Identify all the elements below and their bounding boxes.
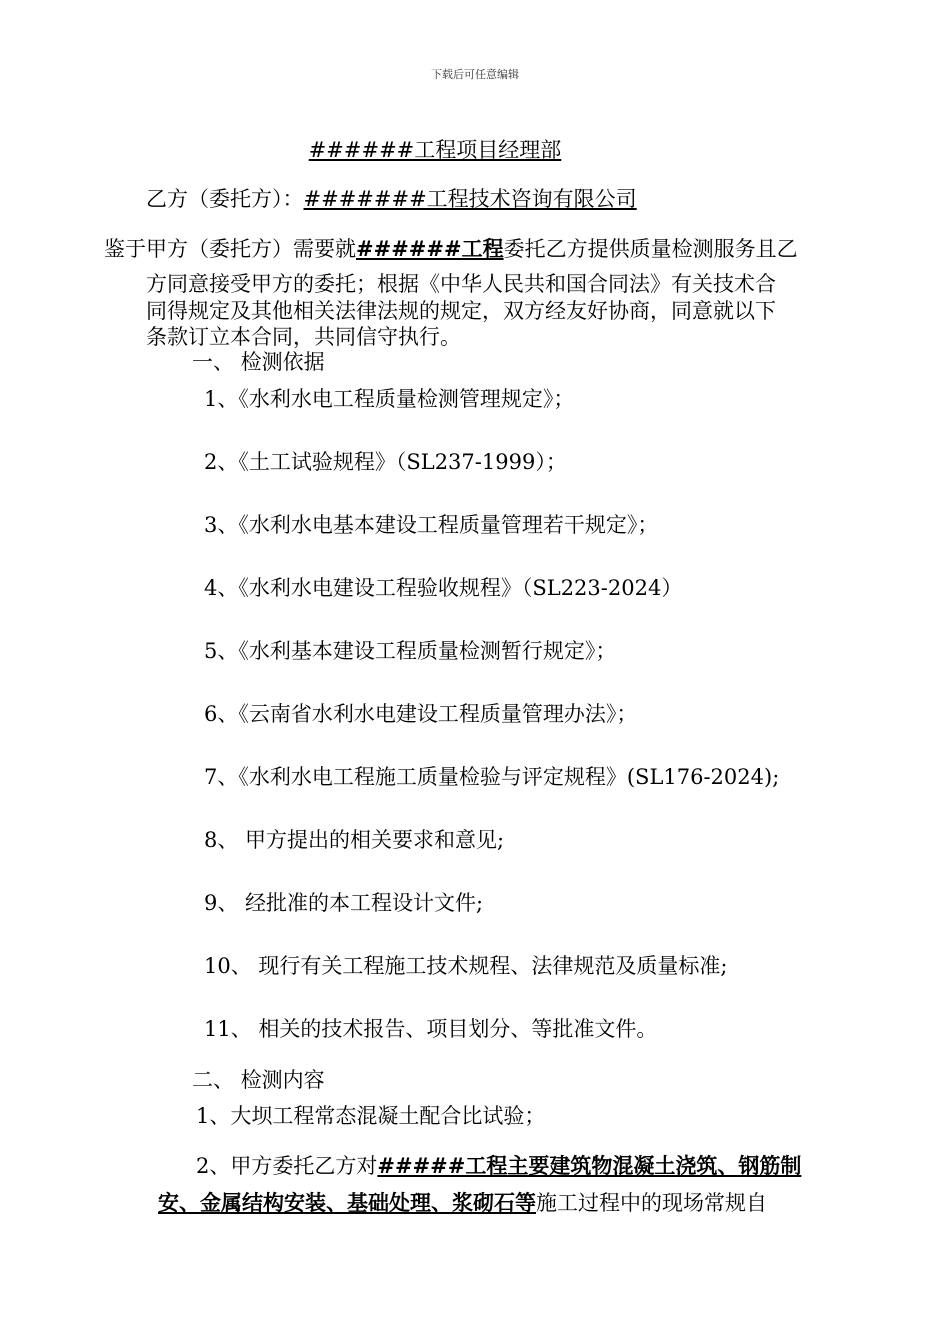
party-b-line: [146, 186, 637, 212]
list-item: 9、 经批准的本工程设计文件;: [204, 891, 484, 915]
list-item: 3、《水利水电基本建设工程质量管理若干规定》；: [204, 513, 659, 537]
intro-text-c: 委托乙方提供质量检测服务且乙: [503, 237, 798, 261]
content-item-2-scope-cont: 安、金属结构安装、基础处理、浆砌石等: [158, 1190, 536, 1215]
document-title: ######工程项目经理部: [308, 138, 562, 162]
intro-line-4: 条款订立本合同，共同信守执行。: [146, 325, 461, 349]
content-item-1: 1、大坝工程常态混凝土配合比试验；: [196, 1104, 546, 1128]
list-item: 4、《水利水电建设工程验收规程》（SL223-2024）: [204, 576, 683, 600]
section-1-heading: 一、 检测依据: [192, 350, 325, 374]
list-item: 1、《水利水电工程质量检测管理规定》；: [204, 387, 575, 411]
intro-text-a: 鉴于甲方（委托方）需要就: [104, 237, 356, 261]
intro-line-3: 同得规定及其他相关法律法规的规定，双方经友好协商，同意就以下: [146, 299, 776, 323]
page-header: 下载后可任意编辑: [431, 68, 519, 81]
list-item: 8、 甲方提出的相关要求和意见;: [204, 828, 505, 852]
list-item: 7、《水利水电工程施工质量检验与评定规程》(SL176-2024);: [204, 765, 780, 789]
content-item-2-scope: #####工程主要建筑物混凝土浇筑、钢筋制: [377, 1153, 802, 1178]
intro-project-name: ######工程: [356, 236, 504, 261]
list-item: 5、《水利基本建设工程质量检测暂行规定》；: [204, 639, 617, 663]
list-item: 10、 现行有关工程施工技术规程、法律规范及质量标准;: [204, 954, 728, 978]
section-2-heading: 二、 检测内容: [192, 1068, 325, 1092]
intro-line-1: [104, 236, 798, 262]
party-b-name: #######工程技术咨询有限公司: [303, 187, 637, 211]
list-item: 2、《土工试验规程》（SL237-1999）；: [204, 450, 567, 474]
content-item-2-text: 2、甲方委托乙方对: [196, 1154, 378, 1178]
content-item-2-line-1: [196, 1153, 801, 1179]
list-item: 6、《云南省水利水电建设工程质量管理办法》；: [204, 702, 638, 726]
list-item: 11、 相关的技术报告、项目划分、等批准文件。: [204, 1017, 658, 1041]
content-item-2-line-2: [158, 1190, 767, 1216]
party-b-label: 乙方（委托方）：: [146, 187, 304, 211]
content-item-2-tail: 施工过程中的现场常规自: [536, 1191, 767, 1215]
intro-line-2: 方同意接受甲方的委托；根据《中华人民共和国合同法》有关技术合: [146, 272, 776, 296]
